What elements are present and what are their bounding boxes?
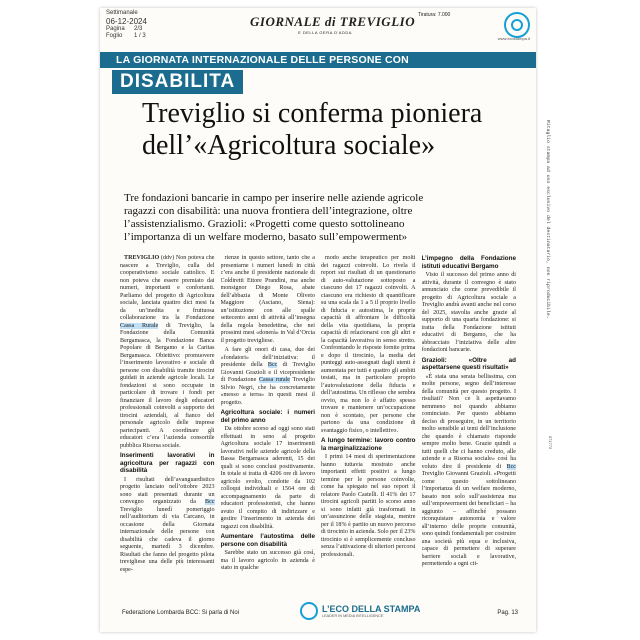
text: I risultati dell’avanguardistico progetto lanciato nell’ottobre 2023 sono stati presentati durante un convegno organizzato da <box>120 476 215 505</box>
newspaper-name: GIORNALE di TREVIGLIO <box>250 14 416 29</box>
paragraph: Sarebbe stato un successo già così, ma il lavoro agricolo in azienda è stato in qualche <box>220 550 315 571</box>
side-note-text: Ritaglio stampa ad uso esclusivo del destinatario, non riproducibile. <box>545 120 550 319</box>
dateline: TREVIGLIO <box>124 255 160 261</box>
highlight: Bcc <box>267 362 278 368</box>
brand-tagline: LEADER IN MEDIA INTELLIGENCE <box>322 613 384 618</box>
sheet-row <box>106 33 147 40</box>
highlight: Cassa Rurale <box>120 322 159 329</box>
footer-source: Federazione Lombarda BCC: Si parla di Noi <box>122 610 240 616</box>
byline: (ddv) <box>160 255 175 261</box>
highlight: Cassa rurale <box>258 377 291 383</box>
subheading: Agricoltura sociale: i numeri del primo anno <box>220 409 315 424</box>
paragraph <box>221 347 316 407</box>
article-body <box>120 255 516 595</box>
paragraph <box>422 374 517 569</box>
paragraph: modo anche terapeutico per molti dei ragazzi coinvolti. Lo rivela il report sui risultati di un questionario di auto-valutazione sottoposto a ciascuno dei 17 ragazzi coinvolti. A ciascuno era richiesto di quantificare su una scala da 1 a 5 il proprio livello di fiducia e autostima, le proprie capacità di affrontare le difficoltà della vita quotidiana, la propria capacità di relazionarsi con gli altri e la capacità lavorativa in senso stretto. Confrontando le risposte fornite prima e dopo il tirocinio, la media dei punteggi auto-assegnati dagli utenti è aumentata per tutti e quattro gli ambiti testati, ma in particolare proprio l’autovalutazione della fiducia e dell’autostima. Un riflesso che sembra ovvio, ma non lo è affatto spesso trovare e mantenere un’occupazione non è scontato, per persone che partono da una condizione di svantaggio fisico, o intellettivo. <box>321 255 416 434</box>
text: «È stata una serata bellissima, con molte persone, segno dell’interesse della comunità per questo progetto. I risultati? Non ce li aspettavamo nemmeno noi quando abbiamo cominciato. Per questo abbiamo deciso di proseguire, in un territorio molto sensibile ai temi dell’inclusione che quando è chiamato risponde sempre molto bene. Grazie quindi a tutti quelli che ci hanno creduto, alle aziende e a Risorsa sociale» così ha voluto dire il presidente di <box>421 373 516 470</box>
issue-date: 06-12-2024 <box>106 17 147 26</box>
column-2 <box>221 255 316 595</box>
text: Non poteva che nascere a Treviglio, culla del cooperativismo sociale cattolico. E non poteva che essere premiato dai numeri, importanti e confortanti. Parliamo del progetto di Agricoltura sociale, lanciata quattro dici mesi fa da un’inedita e fruttuosa collaborazione tra la Fondazione <box>120 255 215 321</box>
weekly-label: Settimanale <box>106 10 138 16</box>
kicker: DISABILITA <box>112 70 243 94</box>
page-row <box>106 26 147 33</box>
paragraph: I primi 14 mesi di sperimentazione hanno tuttavia mostrato anche importanti effetti positivi a lungo termine per le persone coinvolte, come ha spiegato nel suo report il relatore Paolo Castelli. Il 41% dei 17 tirocini agricoli partiti lo scorso anno si sono infatti già trasformati in un’assunzione delle stagista, mentre per il 18% è partito un nuovo percorso di tirocinio in azienda. Solo per il 23% tirocinio si è semplicemente concluso senza l’attivazione di ulteriori percorsi professionali. <box>321 454 416 558</box>
clipping-meta <box>106 10 147 40</box>
page-label: Pagina <box>106 26 125 32</box>
headline-line-1: Treviglio si conferma pioniera <box>142 98 483 129</box>
side-code: 071772 <box>548 435 554 450</box>
subheading: Aumentare l’autostima delle persone con disabilità <box>220 533 315 548</box>
column-4 <box>422 255 517 595</box>
section-banner: LA GIORNATA INTERNAZIONALE DELLE PERSONE CON <box>100 52 536 68</box>
highlight: Bcc <box>506 463 516 470</box>
text: A fare gli onori di casa, due dei «fondatori» dell’iniziativa: il presidente della <box>220 347 315 368</box>
subheading: Grazioli: «Oltre ad aspettarsene questi risultati» <box>421 356 516 371</box>
text: di Treviglio Giovanni Grazioli e il vicepresidente di Fondazione <box>220 362 315 383</box>
page-value: 2/3 <box>134 26 143 32</box>
paragraph: Visto il successo del primo anno di attività, durante il convegno è stato annunciato che come prevedibile il progetto di Agricoltura sociale a Treviglio andrà avanti anche nel corso del 2025, stavolta anche grazie al supporto di una quarta fondazione: si tratta della Fondazione istituti educativi di Bergamo, che ha abbracciato l’iniziativa delle altre fondazioni bancarie. <box>421 272 516 353</box>
eco-site: www.ecostampa.it <box>497 36 530 41</box>
eco-logo-icon <box>300 602 318 620</box>
summary: Tre fondazioni bancarie in campo per inserire nelle aziende agricole ragazzi con disabilità: una nuova frontiera dell’integrazione, oltre l’assistenzialismo. Grazioli: «Progetti come questo sottolineano l’importanza di un welfare moderno, basato sull’empowerment» <box>124 192 424 243</box>
sheet-label: Foglio <box>106 33 123 39</box>
subheading: A lungo termine: lavoro contro la marginalizzazione <box>321 437 416 452</box>
subheading: Inserimenti lavorativi in agricoltura per ragazzi con disabilità <box>120 452 215 474</box>
headline <box>142 98 532 162</box>
text: Treviglio Giovanni Grazioli. «Progetti come questo sottolineano l’importanza di un welfare moderno, basato non solo sull’assistenza ma sull’empowerment dei beneficiari – ha aggiunto – affinché possano riconquistare autonomia e valore all’interno delle proprie comunità, sono quindi fondamentali per costruire una società più equa e inclusiva, capace di permettere di superare barriere sociali e lavorative, permettendo a ogni cit- <box>421 471 516 567</box>
text: Treviglio Silvio Negri, che ha concretamente «messo a terra» in questi mesi il progetto. <box>220 377 315 406</box>
paragraph: Da ottobre scorso ad oggi sono stati effettuati in seno al progetto Agricoltura sociale 17 inserimenti lavorativi nelle aziende agricole della Bassa Bergamasca aderenti, 15 dei quali si sono conclusi positivamente. In totale si tratta di 4206 ore di lavoro agricolo svolto, condotte da 102 colloqui individuali e 1564 ore di accompagnamento da parte di educatori professionisti, che hanno avuto il compito di indirizzare e gestire l’inserimento in azienda dei ragazzi con disabilità. <box>220 426 315 530</box>
text: di Treviglio, la Fondazione della Comunità Bergamasca, la Fondazione Banca Popolare di Bergamo e la Caritas Bergamasca. Obiettivo: promuovere l’inserimento lavorativo e sociale di persone con disabilità tramite tirocini guidati in aziende agricole locali. Le fondazioni si sono occupate in particolare di trovare i fondi per finanziare il lavoro degli educatori professionali coinvolti a supporto dei tirocini aziendali, al fianco del personale agricolo delle imprese partecipanti. A coordinare gli educatori c’era l’azienda consortile pubblica Risorsa sociale. <box>120 322 215 449</box>
clipping-header <box>100 8 536 48</box>
eco-logo-icon <box>504 12 530 38</box>
circulation: Tiratura: 7.000 <box>418 12 451 18</box>
column-1 <box>120 255 215 595</box>
side-note <box>540 120 552 320</box>
newspaper-clipping <box>100 8 536 632</box>
subheading: L’impegno della Fondazione istituti educativi Bergamo <box>421 255 516 270</box>
brand-name <box>322 604 420 619</box>
paragraph <box>120 255 215 450</box>
footer-page: Pag. 13 <box>497 610 518 616</box>
newspaper-subtitle: E DELLA GERA D'ADDA <box>298 30 352 35</box>
footer-brand <box>300 602 420 620</box>
headline-line-2: dell’«Agricoltura sociale» <box>142 130 436 161</box>
newspaper-logo <box>250 14 416 35</box>
highlight: Bcc <box>205 499 215 505</box>
text: Treviglio lunedì pomeriggio nell’auditorium di via Carcano, in occasione della Giornata internazionale delle persone con disabilità che cadeva il giorno seguente, martedì 3 dicembre. Risultati che fanno del progetto pilota trevigliese una delle più interessanti espe- <box>120 506 215 573</box>
brand-title: L’ECO DELLA STAMPA <box>322 603 421 614</box>
sheet-value: 1 / 3 <box>134 33 146 39</box>
column-3 <box>321 255 416 595</box>
paragraph: rienze in questo settore, tanto che a presentarne i numeri lunedì in città c’era anche il presidente nazionale di Coldiretti Ettore Prandini, ma anche monsignor Diego Rosa, abate dell’abbazia di Monte Oliveto Maggiore (Asciano, Siena): un’istituzione con alle spalle settecento anni di attività all’insegna della regola benedettina, che nei prossimi mesi «donerà» in Val d’Orcia il progetto trevigliese. <box>220 255 315 344</box>
paragraph <box>120 477 215 575</box>
clipping-footer <box>100 600 536 632</box>
